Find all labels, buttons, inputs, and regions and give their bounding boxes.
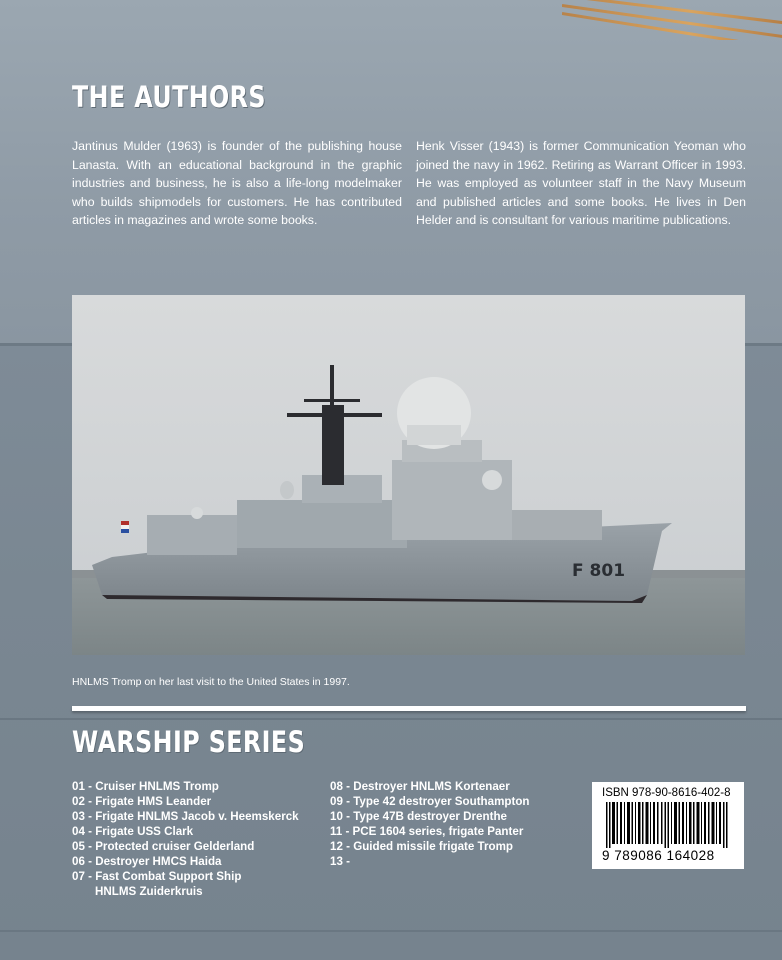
- series-item: 08 - Destroyer HNLMS Kortenaer: [330, 780, 510, 793]
- series-item: 04 - Frigate USS Clark: [72, 825, 194, 838]
- series-item: 09 - Type 42 destroyer Southampton: [330, 795, 530, 808]
- series-item: 11 - PCE 1604 series, frigate Panter: [330, 825, 524, 838]
- series-list-left: [72, 779, 332, 899]
- background-seam: [0, 718, 782, 720]
- authors-heading: THE AUTHORS: [72, 80, 266, 114]
- series-item: 06 - Destroyer HMCS Haida: [72, 855, 222, 868]
- barcode-icon: [606, 802, 730, 848]
- isbn-digits: 9 789086 164028: [602, 848, 715, 863]
- hull-number: F 801: [572, 561, 626, 581]
- section-divider: [72, 706, 746, 711]
- series-item: 13 -: [330, 855, 350, 868]
- series-item-continuation-text: HNLMS Zuiderkruis: [95, 885, 203, 898]
- series-heading: WARSHIP SERIES: [72, 725, 306, 759]
- series-item: 12 - Guided missile frigate Tromp: [330, 840, 513, 853]
- author-bio-visser: Henk Visser (1943) is former Communication Yeoman who joined the navy in 1962. Retiring as Warrant Officer in 1993. He was employed as volunteer staff in the Navy Museum and published articles and some books. He lives in Den Helder and is consultant for various maritime publications.: [416, 139, 746, 228]
- series-item: 03 - Frigate HNLMS Jacob v. Heemskerck: [72, 810, 299, 823]
- background-seam: [0, 930, 782, 932]
- author-bio-mulder: Jantinus Mulder (1963) is founder of the publishing house Lanasta. With an educational background in the graphic industries and business, he is also a life-long modelmaker who builds shipmodels for customers. He has contributed articles in magazines and wrote some books.: [72, 139, 402, 228]
- series-item: 05 - Protected cruiser Gelderland: [72, 840, 255, 853]
- ship-photo: [72, 295, 745, 655]
- photo-caption: HNLMS Tromp on her last visit to the United States in 1997.: [72, 676, 350, 688]
- rope-decoration: [562, 0, 782, 40]
- series-item: 02 - Frigate HMS Leander: [72, 795, 212, 808]
- isbn-label: ISBN 978-90-8616-402-8: [602, 787, 731, 799]
- series-list-right: [330, 779, 580, 869]
- series-item: 10 - Type 47B destroyer Drenthe: [330, 810, 507, 823]
- series-item: 07 - Fast Combat Support Ship: [72, 870, 242, 883]
- series-item: 01 - Cruiser HNLMS Tromp: [72, 780, 219, 793]
- isbn-barcode-box: [592, 782, 744, 869]
- series-item-continuation: [72, 884, 332, 899]
